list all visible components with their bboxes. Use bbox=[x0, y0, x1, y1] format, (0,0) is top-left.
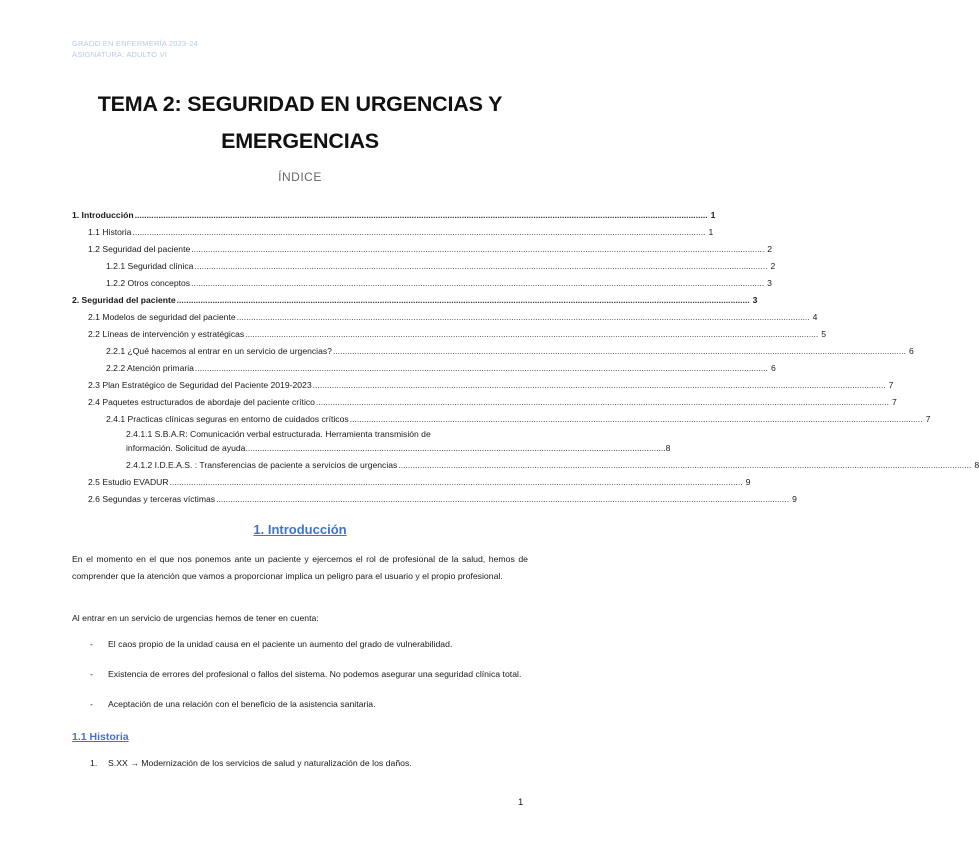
toc-entry-page: 2 bbox=[767, 244, 773, 254]
toc-entry-label: 1. Introducción bbox=[72, 210, 134, 220]
toc-entry[interactable] bbox=[72, 203, 716, 220]
intro-paragraph-2: Al entrar en un servicio de urgencias hemos de tener en cuenta: bbox=[72, 613, 319, 623]
toc-entry-page: 9 bbox=[745, 477, 751, 487]
subsection-heading-historia: 1.1 Historia bbox=[72, 731, 129, 743]
toc-entry-label: 1.2.2 Otros conceptos bbox=[106, 278, 191, 288]
toc-leader-dots: ................................................................................................................................................................................ bbox=[245, 443, 666, 453]
toc-entry-label: 2.4.1.1 S.B.A.R: Comunicación verbal estructurada. Herramienta transmisión de bbox=[126, 429, 431, 439]
header-degree: GRADO EN ENFERMERÍA 2023-24 bbox=[72, 39, 198, 48]
toc-entry-page: 7 bbox=[925, 414, 931, 424]
toc-entry-page: 6 bbox=[908, 346, 914, 356]
toc-entry[interactable] bbox=[72, 288, 758, 305]
bullet-text: El caos propio de la unidad causa en el paciente un aumento del grado de vulnerabilidad. bbox=[108, 639, 453, 649]
toc-leader-dots bbox=[397, 460, 972, 470]
title-line-1: TEMA 2: SEGURIDAD EN URGENCIAS Y bbox=[97, 92, 503, 116]
toc-entry-label: 1.2.1 Seguridad clínica bbox=[106, 261, 194, 271]
toc-entry[interactable] bbox=[72, 220, 714, 237]
toc-entry-page: 4 bbox=[812, 312, 818, 322]
bullet-list bbox=[72, 636, 528, 726]
toc-leader-dots bbox=[131, 227, 706, 237]
numbered-list-item bbox=[90, 755, 412, 771]
page-title bbox=[72, 86, 528, 160]
toc-entry-page: 7 bbox=[891, 397, 897, 407]
toc-leader-dots bbox=[312, 380, 887, 390]
toc-entry[interactable] bbox=[72, 237, 773, 254]
toc-leader-dots bbox=[190, 278, 765, 288]
toc-entry-page: 7 bbox=[888, 380, 894, 390]
toc-entry[interactable] bbox=[72, 390, 897, 407]
list-item bbox=[72, 636, 528, 653]
intro-paragraph: En el momento en el que nos ponemos ante un paciente y ejercemos el rol de profesional de la salud, hemos de comprender que la atención que vamos a proporcionar implica un peligro para el usuario y el propio profesional. bbox=[72, 554, 528, 581]
toc-entry-label: 2.2.2 Atención primaria bbox=[106, 363, 194, 373]
toc-leader-dots bbox=[332, 346, 907, 356]
toc-entry-page: 2 bbox=[770, 261, 776, 271]
toc-leader-dots bbox=[349, 414, 924, 424]
toc-leader-dots bbox=[244, 329, 819, 339]
toc-entry-page: 3 bbox=[752, 295, 758, 305]
toc-entry-page: 8 bbox=[974, 460, 979, 470]
list-number: 1. bbox=[90, 758, 98, 768]
toc-leader-dots bbox=[194, 363, 769, 373]
toc-entry[interactable] bbox=[72, 339, 914, 356]
toc-entry-page: 6 bbox=[770, 363, 776, 373]
toc-leader-dots bbox=[169, 477, 744, 487]
bullet-text: Existencia de errores del profesional o fallos del sistema. No podemos asegurar una seguridad clínica total. bbox=[108, 669, 522, 679]
toc-entry[interactable] bbox=[72, 470, 751, 487]
toc-entry[interactable] bbox=[72, 487, 797, 504]
toc-entry-page: 3 bbox=[767, 278, 772, 288]
table-of-contents bbox=[72, 203, 979, 504]
bullet-marker: - bbox=[90, 669, 93, 679]
bullet-marker: - bbox=[90, 699, 93, 709]
toc-entry-label: 2.1 Modelos de seguridad del paciente bbox=[88, 312, 236, 322]
toc-entry-label-line2: información. Solicitud de ayuda bbox=[126, 443, 246, 453]
toc-entry-page: 1 bbox=[710, 210, 716, 220]
toc-entry[interactable] bbox=[72, 305, 818, 322]
toc-entry-label: 1.1 Historia bbox=[88, 227, 132, 237]
toc-leader-dots bbox=[134, 210, 709, 220]
toc-entry-label-continued bbox=[126, 439, 671, 453]
toc-entry-label: 2.4.1.2 I.D.E.A.S. : Transferencias de paciente a servicios de urgencias bbox=[126, 460, 398, 470]
toc-leader-dots bbox=[190, 244, 765, 254]
list-item bbox=[72, 666, 528, 683]
toc-entry[interactable] bbox=[72, 407, 931, 424]
toc-entry-label: 2.2.1 ¿Qué hacemos al entrar en un servicio de urgencias? bbox=[106, 346, 332, 356]
toc-leader-dots bbox=[193, 261, 768, 271]
toc-entry[interactable] bbox=[72, 453, 979, 470]
toc-entry[interactable] bbox=[72, 424, 671, 453]
toc-entry[interactable] bbox=[72, 322, 827, 339]
toc-leader-dots bbox=[315, 397, 890, 407]
toc-entry-label: 2.4 Paquetes estructurados de abordaje del paciente crítico bbox=[88, 397, 315, 407]
toc-entry-page: 8 bbox=[665, 443, 671, 453]
list-item-text: S.XX → Modernización de los servicios de salud y naturalización de los daños. bbox=[108, 758, 412, 768]
header-subject: ASIGNATURA: ADULTO VI bbox=[72, 50, 168, 59]
toc-entry-page: 9 bbox=[792, 494, 797, 504]
toc-leader-dots bbox=[236, 312, 811, 322]
index-heading: ÍNDICE bbox=[278, 170, 322, 184]
toc-entry[interactable] bbox=[72, 271, 772, 288]
section-heading-introduccion: 1. Introducción bbox=[253, 522, 347, 537]
bullet-marker: - bbox=[90, 639, 93, 649]
toc-entry-label: 2. Seguridad del paciente bbox=[72, 295, 176, 305]
title-line-2: EMERGENCIAS bbox=[221, 129, 379, 153]
toc-entry-page: 5 bbox=[821, 329, 827, 339]
toc-entry-label: 2.6 Segundas y terceras víctimas bbox=[88, 494, 216, 504]
running-header bbox=[72, 38, 198, 60]
toc-entry[interactable] bbox=[72, 254, 776, 271]
toc-leader-dots bbox=[215, 494, 790, 504]
list-item bbox=[72, 696, 528, 713]
bullet-text: Aceptación de una relación con el beneficio de la asistencia sanitaria. bbox=[108, 699, 376, 709]
toc-entry[interactable] bbox=[72, 356, 776, 373]
toc-entry-label: 2.3 Plan Estratégico de Seguridad del Paciente 2019-2023 bbox=[88, 380, 312, 390]
toc-entry-page: 1 bbox=[708, 227, 714, 237]
toc-entry-label: 2.5 Estudio EVADUR bbox=[88, 477, 169, 487]
page-number: 1 bbox=[518, 797, 524, 808]
toc-entry[interactable] bbox=[72, 373, 894, 390]
toc-entry-label: 1.2 Seguridad del paciente bbox=[88, 244, 191, 254]
toc-entry-label: 2.4.1 Practicas clínicas seguras en entorno de cuidados críticos bbox=[106, 414, 349, 424]
toc-entry-label: 2.2 Líneas de intervención y estratégicas bbox=[88, 329, 245, 339]
toc-leader-dots bbox=[176, 295, 751, 305]
